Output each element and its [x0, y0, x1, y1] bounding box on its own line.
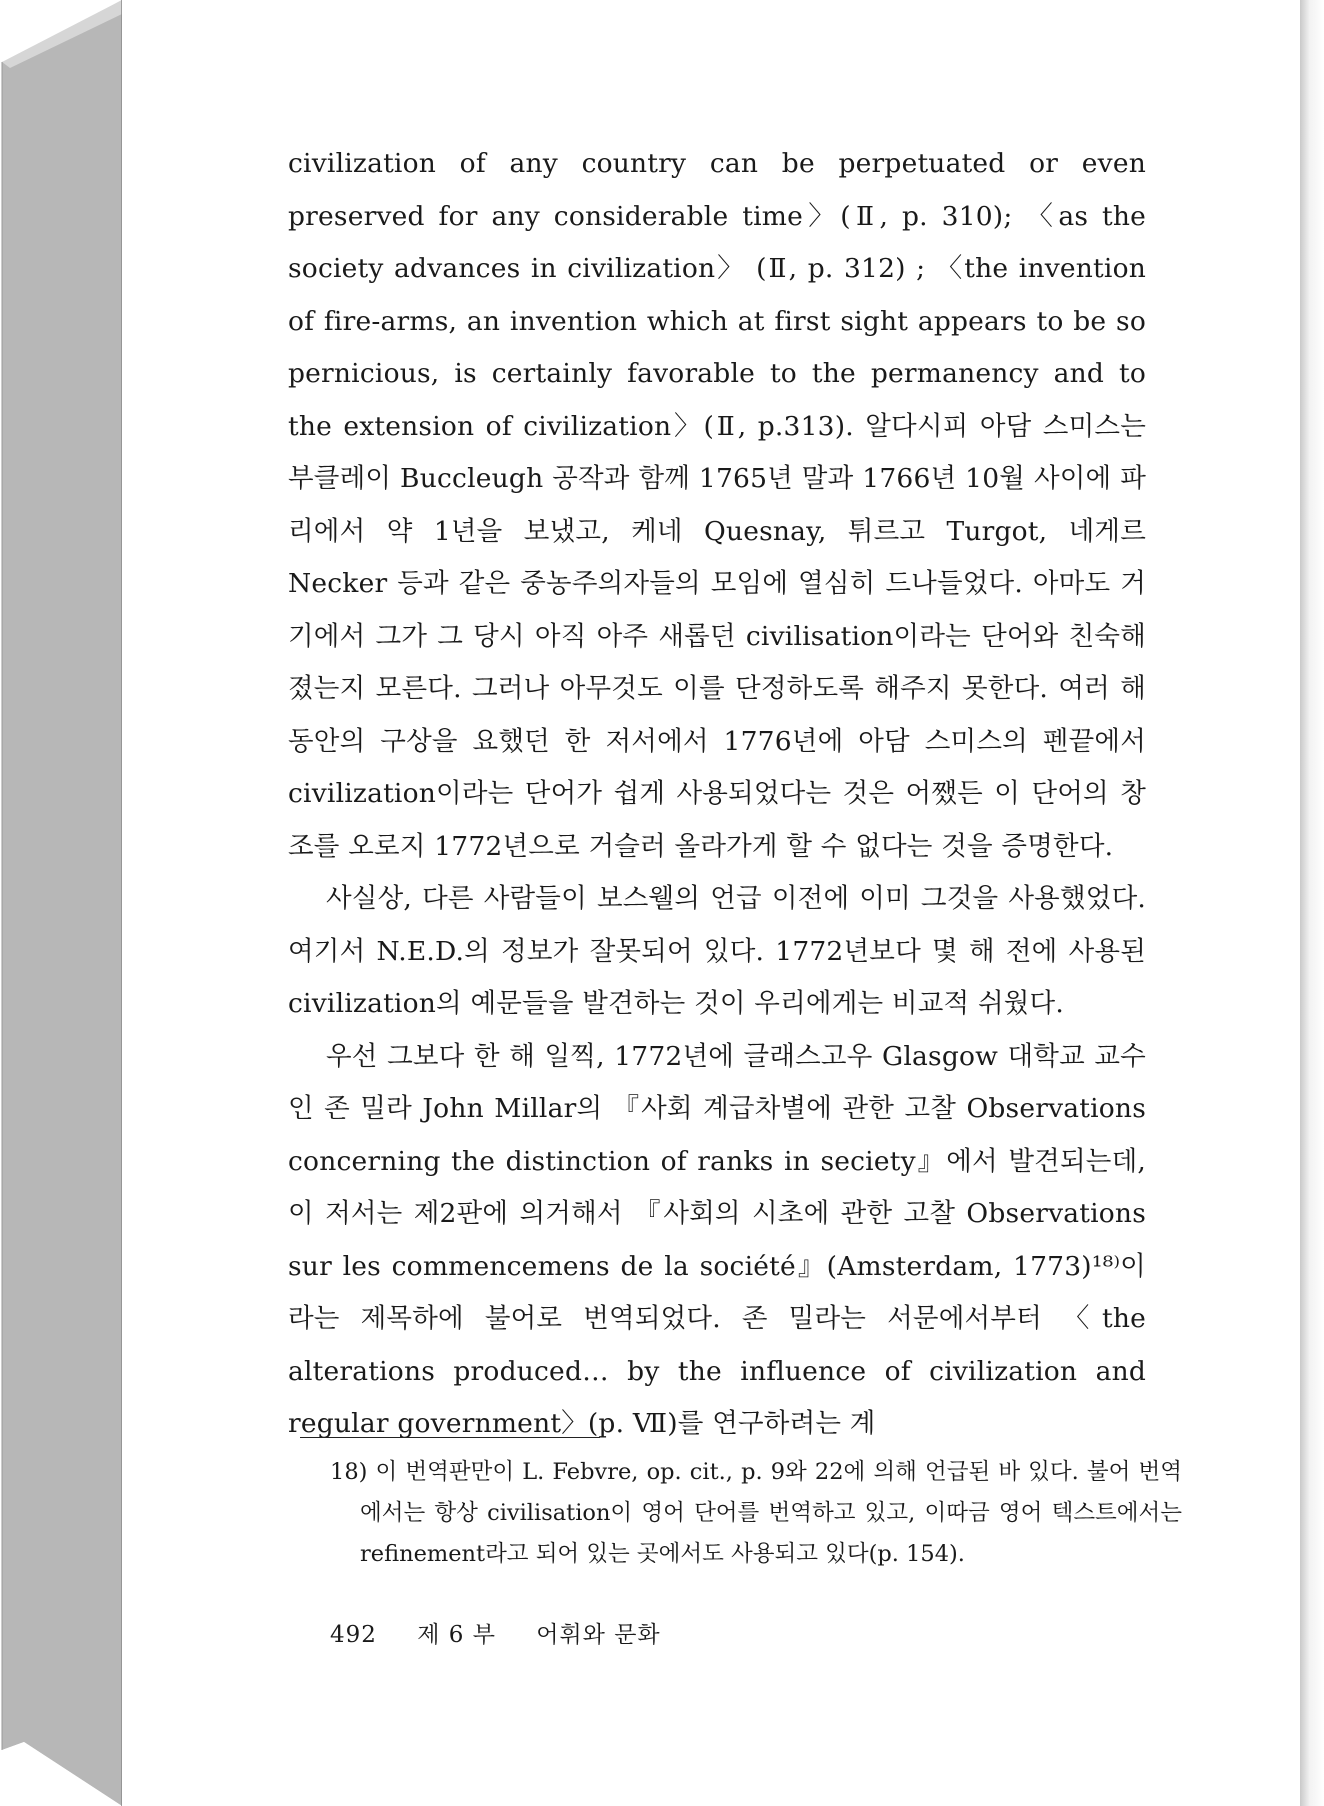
footnote-18 [330, 1452, 1182, 1575]
footnote-text: 이 번역판만이 L. Febvre, op. cit., p. 9와 22에 의해 언급된 바 있다. 불어 번역에서는 항상 civilisation이 영어 단어를 번역하고 있고, 이따금 영어 텍스트에서는 refinement라고 되어 있는 곳에서도 사용되고 있다(p. 154). [360, 1459, 1182, 1567]
footer-section: 어휘와 문화 [536, 1622, 661, 1648]
footnote-number: 18) [330, 1459, 368, 1485]
page-number: 492 [330, 1622, 377, 1648]
page-footer [330, 1616, 693, 1649]
page-edge-shadow [1300, 0, 1324, 1806]
footer-part: 제 6 부 [417, 1622, 496, 1648]
paragraph-1: civilization of any country can be perpetuated or even preserved for any considerable time〉(Ⅱ, p. 310); 〈as the society advances in civilization〉 (Ⅱ, p. 312) ; 〈the invention of fire-arms, an invention which at first sight appears to be so pernicious, is certainly favorable to the permanency and to the extension of civilization〉(Ⅱ, p.313). 알다시피 아담 스미스는 부클레이 Buccleugh 공작과 함께 1765년 말과 1766년 10월 사이에 파리에서 약 1년을 보냈고, 케네 Quesnay, 튀르고 Turgot, 네게르 Necker 등과 같은 중농주의자들의 모임에 열심히 드나들었다. 아마도 거기에서 그가 그 당시 아직 아주 새롭던 civilisation이라는 단어와 친숙해졌는지 모른다. 그러나 아무것도 이를 단정하도록 해주지 못한다. 여러 해 동안의 구상을 요했던 한 저서에서 1776년에 아담 스미스의 펜끝에서 civilization이라는 단어가 쉽게 사용되었다는 것은 어쨌든 이 단어의 창조를 오로지 1772년으로 거슬러 올라가게 할 수 없다는 것을 증명한다. [288, 148, 1146, 862]
body-text [288, 138, 1146, 1451]
footnote-divider [300, 1437, 600, 1438]
paragraph-2: 사실상, 다른 사람들이 보스웰의 언급 이전에 이미 그것을 사용했었다. 여기서 N.E.D.의 정보가 잘못되어 있다. 1772년보다 몇 해 전에 사용된 civilization의 예문들을 발견하는 것이 우리에게는 비교적 쉬웠다. [288, 883, 1146, 1019]
paragraph-3: 우선 그보다 한 해 일찍, 1772년에 글래스고우 Glasgow 대학교 교수인 존 밀라 John Millar의 『사회 계급차별에 관한 고찰 Observations concerning the distinction of ranks in seciety』에서 발견되는데, 이 저서는 제2판에 의거해서 『사회의 시초에 관한 고찰 Observations sur les commencemens de la société』(Amsterdam, 1773)¹⁸⁾이라는 제목하에 불어로 번역되었다. 존 밀라는 서문에서부터 〈the alterations produced… by the influence of civilization and regular government〉(p. Ⅶ)를 연구하려는 계 [288, 1040, 1146, 1439]
